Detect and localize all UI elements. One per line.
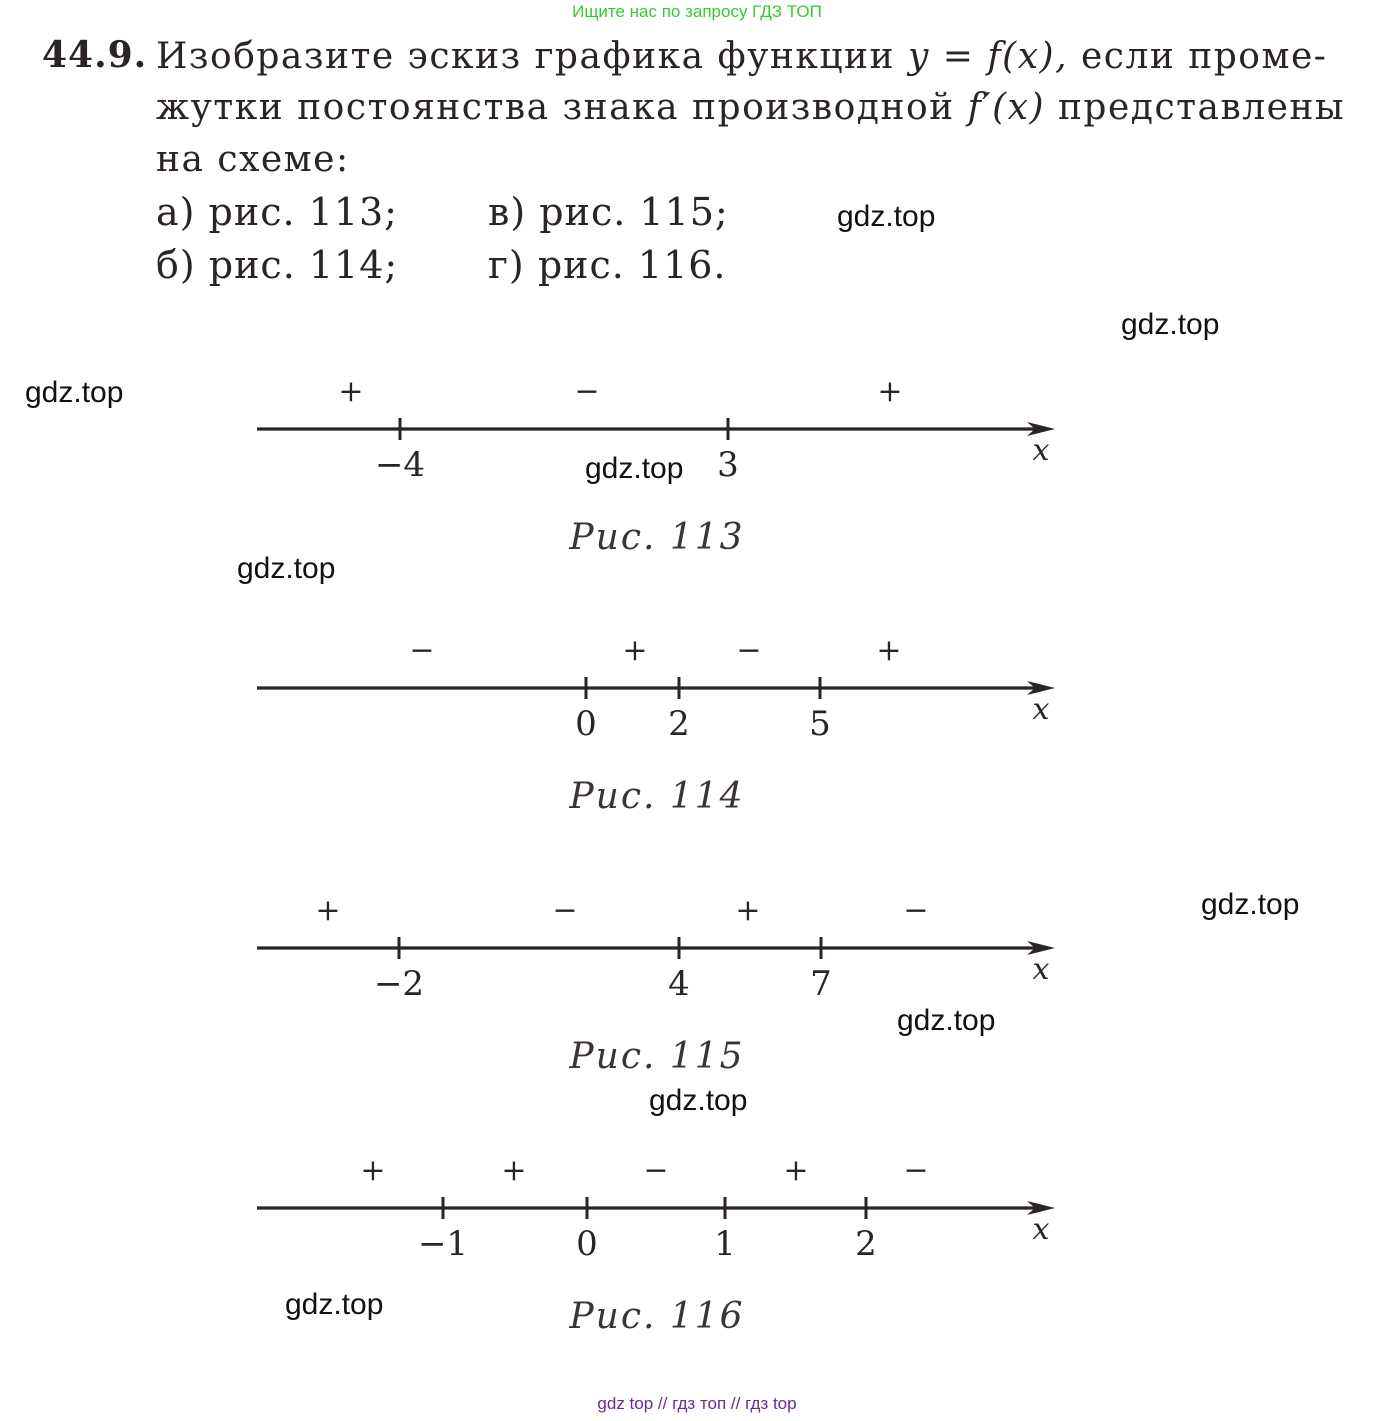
watermark: gdz.top xyxy=(25,376,124,409)
figure-caption: Рис. 115 xyxy=(569,1036,745,1077)
figure-caption: Рис. 113 xyxy=(569,517,745,558)
sign-label: + xyxy=(338,374,364,409)
figure-caption: Рис. 116 xyxy=(569,1296,745,1337)
option-g: г) рис. 116. xyxy=(488,243,727,287)
option-v: в) рис. 115; xyxy=(488,190,729,234)
sign-label: − xyxy=(903,1153,929,1188)
sign-label: + xyxy=(315,893,341,928)
watermark: gdz.top xyxy=(649,1084,748,1117)
tick-label: 0 xyxy=(575,704,597,744)
sign-label: + xyxy=(783,1153,809,1188)
sign-label: − xyxy=(409,633,435,668)
sign-label: − xyxy=(903,893,929,928)
figure-caption: Рис. 114 xyxy=(569,776,745,817)
problem-line-3: на схеме: xyxy=(156,139,350,180)
axis-label: x xyxy=(1032,433,1050,468)
sign-label: + xyxy=(622,633,648,668)
sign-label: − xyxy=(643,1153,669,1188)
tick-label: 1 xyxy=(714,1224,736,1264)
footer-links[interactable]: gdz top // гдз топ // гдз top xyxy=(597,1394,797,1413)
sign-label: + xyxy=(735,893,761,928)
tick-label: 2 xyxy=(855,1224,877,1264)
sign-label: + xyxy=(360,1153,386,1188)
option-a: а) рис. 113; xyxy=(156,190,398,234)
tick-label: 0 xyxy=(576,1224,598,1264)
sign-label: + xyxy=(877,374,903,409)
watermark: gdz.top xyxy=(285,1288,384,1321)
sign-label: − xyxy=(574,374,600,409)
watermark: gdz.top xyxy=(1201,888,1300,921)
axis-label: x xyxy=(1032,952,1050,987)
tick-label: −2 xyxy=(373,964,425,1004)
sign-label: − xyxy=(736,633,762,668)
tick-label: 7 xyxy=(810,964,832,1004)
derivative-formula: f′(x) xyxy=(967,87,1045,128)
problem-line-1-end: если проме- xyxy=(1080,36,1328,77)
problem-line-2-end: представлены xyxy=(1057,87,1346,128)
tick-label: 2 xyxy=(668,704,690,744)
watermark: gdz.top xyxy=(897,1004,996,1037)
axis-label: x xyxy=(1032,692,1050,727)
watermark: gdz.top xyxy=(837,200,936,233)
sign-label: + xyxy=(876,633,902,668)
option-b: б) рис. 114; xyxy=(156,243,399,287)
function-formula: y = f(x), xyxy=(907,36,1069,77)
watermark: gdz.top xyxy=(585,452,684,485)
axis-label: x xyxy=(1032,1212,1050,1247)
tick-label: 4 xyxy=(668,964,690,1004)
tick-label: −4 xyxy=(374,445,426,485)
watermark: gdz.top xyxy=(237,552,336,585)
problem-line-1-text: Изобразите эскиз графика функции xyxy=(156,36,896,77)
problem-number: 44.9. xyxy=(42,34,148,76)
tick-label: 5 xyxy=(809,704,831,744)
tick-label: −1 xyxy=(417,1224,469,1264)
sign-label: + xyxy=(501,1153,527,1188)
sign-label: − xyxy=(552,893,578,928)
tick-label: 3 xyxy=(717,445,739,485)
watermark: gdz.top xyxy=(1121,308,1220,341)
problem-line-2-text: жутки постоянства знака производной xyxy=(156,87,955,128)
top-banner[interactable]: Ищите нас по запросу ГДЗ ТОП xyxy=(572,2,822,21)
